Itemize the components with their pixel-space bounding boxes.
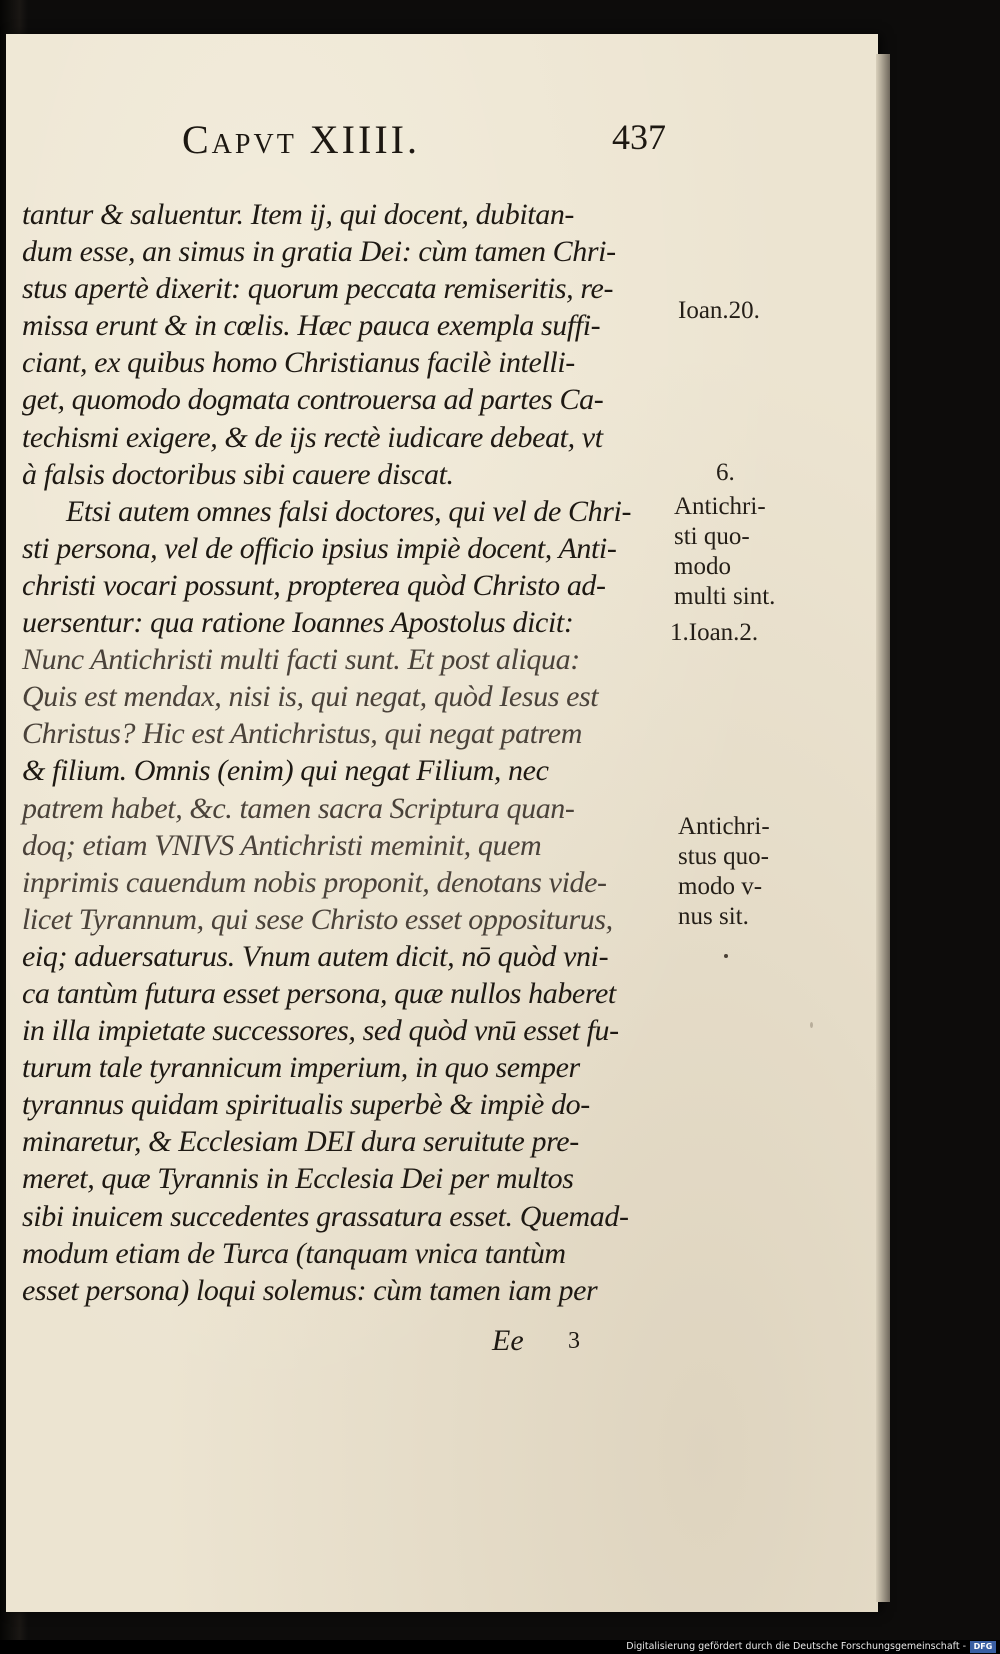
text-line: licet Tyrannum, qui sese Christo esset oppositurus, [22, 902, 613, 936]
text-line: turum tale tyrannicum imperium, in quo semper [22, 1051, 580, 1085]
text-line: get, quomodo dogmata controuersa ad partes Ca- [22, 383, 604, 417]
text-line: minaretur, & Ecclesiam DEI dura seruitute pre- [22, 1125, 579, 1159]
running-head [6, 116, 878, 168]
footer-bar [0, 1640, 1000, 1654]
text-line: tantur & saluentur. Item ij, qui docent, dubitan- [22, 198, 575, 231]
text-line: sti persona, vel de officio ipsius impiè docent, Anti- [22, 531, 617, 565]
footer-credit: Digitalisierung gefördert durch die Deutsche Forschungsgemeinschaft - [626, 1641, 966, 1652]
margin-reference-text: Ioan.20. [678, 297, 760, 324]
ink-speck [810, 1022, 813, 1028]
text-line: Quis est mendax, nisi is, qui negat, quòd Iesus est [22, 680, 599, 714]
margin-note-antichristus [678, 812, 770, 932]
book-page [6, 34, 878, 1612]
chapter-title: Capvt XIIII. [182, 117, 420, 162]
text-line: sibi inuicem succedentes grassatura esset. Quemad- [22, 1199, 629, 1233]
text-line: ca tantùm futura esset persona, quæ nullos haberet [22, 976, 616, 1010]
text-line: esset persona) loqui solemus: cùm tamen iam per [22, 1273, 598, 1307]
text-line: meret, quæ Tyrannis in Ecclesia Dei per multos [22, 1162, 574, 1196]
text-line: eiq; aduersaturus. Vnum autem dicit, nō quòd vni- [22, 939, 609, 973]
margin-note-line: modo v- [678, 873, 763, 900]
margin-note-line: stus quo- [678, 843, 769, 870]
text-line: Etsi autem omnes falsi doctores, qui vel de Chri- [66, 494, 632, 528]
section-number [716, 458, 735, 488]
text-line: modum etiam de Turca (tanquam vnica tantùm [22, 1236, 566, 1270]
margin-note-line: modo [674, 553, 731, 580]
text-line: Christus? Hic est Antichristus, qui negat patrem [22, 717, 582, 751]
section-number-text: 6. [716, 459, 735, 486]
text-line: ciant, ex quibus homo Christianus facilè intelli- [22, 346, 575, 380]
catchword: Ee [492, 1324, 524, 1357]
text-line: in illa impietate successores, sed quòd vnū esset fu- [22, 1014, 619, 1048]
text-line: & filium. Omnis (enim) qui negat Filium, nec [22, 754, 549, 788]
text-line: dum esse, an simus in gratia Dei: cùm tamen Chri- [22, 235, 616, 269]
text-line: christi vocari possunt, propterea quòd Christo ad- [22, 568, 606, 602]
text-line: missa erunt & in cœlis. Hæc pauca exempla suffi- [22, 309, 601, 343]
dfg-logo: DFG [970, 1641, 996, 1653]
margin-reference [678, 296, 760, 326]
text-line: uersentur: qua ratione Ioannes Apostolus dicit: [22, 606, 574, 640]
text-line: inprimis cauendum nobis proponit, denotans vide- [22, 865, 607, 899]
margin-note-antichristi [674, 492, 775, 612]
margin-note-line: Antichri- [674, 493, 766, 520]
margin-note-line: Antichri- [678, 813, 770, 840]
ink-speck [724, 954, 728, 958]
text-line: à falsis doctoribus sibi cauere discat. [22, 457, 454, 491]
text-line: Nunc Antichristi multi facti sunt. Et post aliqua: [22, 643, 580, 677]
text-line: techismi exigere, & de ijs rectè iudicare debeat, vt [22, 420, 603, 454]
text-line: stus apertè dixerit: quorum peccata remiseritis, re- [22, 272, 614, 306]
text-line: doq; etiam VNIVS Antichristi meminit, quem [22, 828, 542, 862]
margin-reference-text: 1.Ioan.2. [670, 619, 759, 646]
margin-note-line: nus sit. [678, 903, 749, 930]
main-text-block [22, 196, 674, 1309]
margin-note-line: multi sint. [674, 583, 776, 610]
margin-note-line: sti quo- [674, 523, 750, 550]
text-line: patrem habet, &c. tamen sacra Scriptura quan- [22, 791, 575, 825]
text-line: tyrannus quidam spiritualis superbè & impiè do- [22, 1088, 590, 1122]
page-number: 437 [612, 117, 666, 157]
margin-reference [670, 618, 758, 648]
signature-mark: 3 [568, 1328, 580, 1354]
